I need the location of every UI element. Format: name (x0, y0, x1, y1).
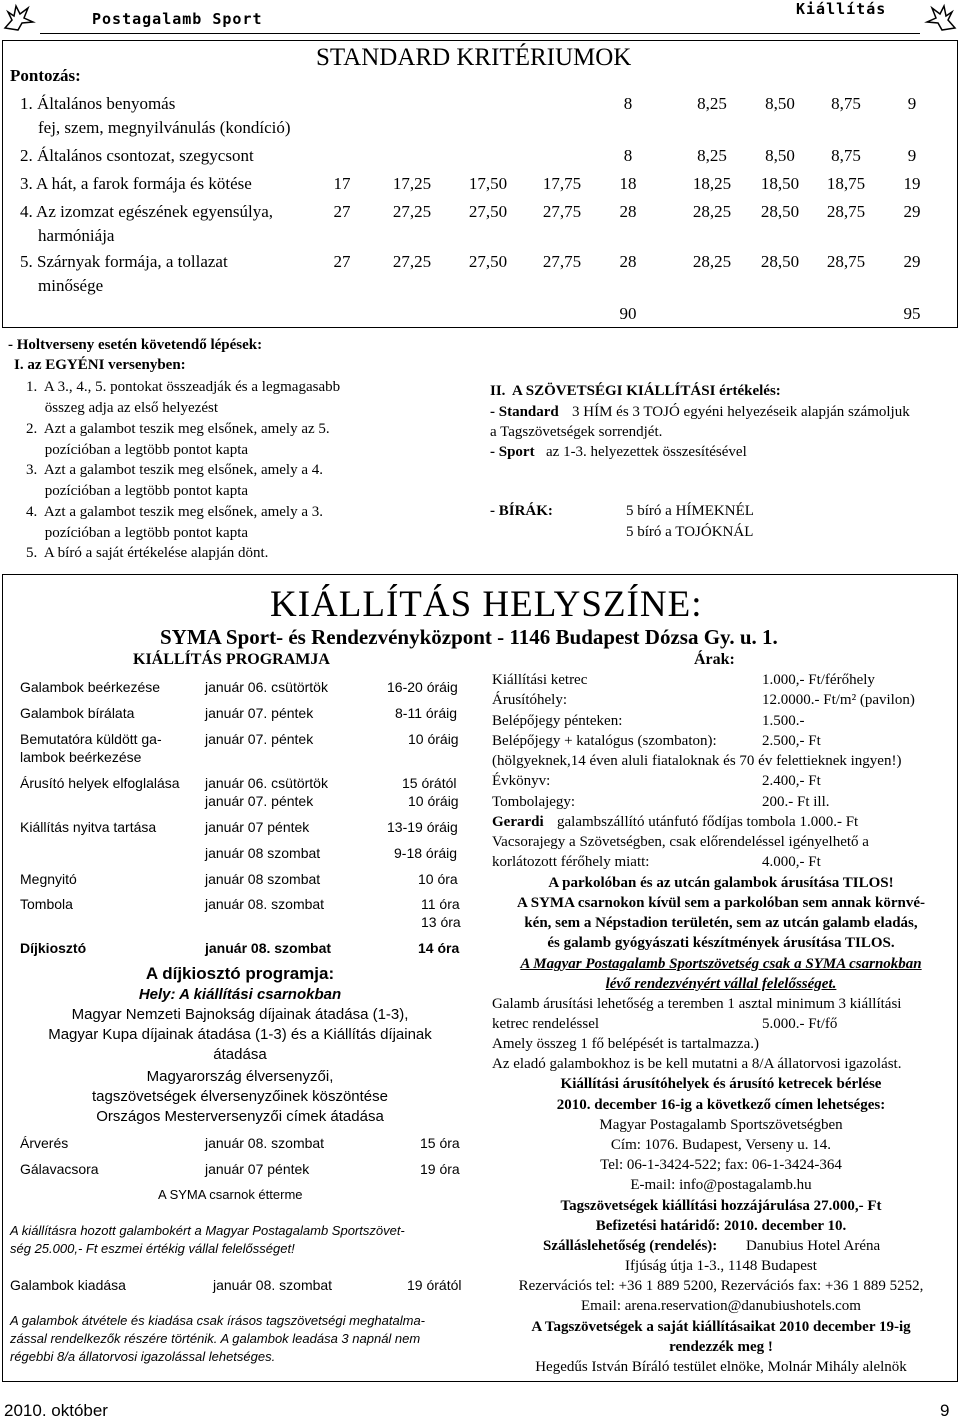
assoc-number: II. (490, 383, 506, 399)
hotel-contact: Rezervációs tel: +36 1 889 5200, Rezervációs fax: +36 1 889 5252, (518, 1278, 924, 1294)
score-value: 17,75 (542, 174, 582, 193)
gerardi-label: Gerardi (492, 814, 544, 830)
score-value: 27,25 (392, 202, 432, 221)
score-value: 8,75 (831, 94, 861, 113)
score-value: 28,75 (826, 252, 866, 271)
gerardi-text: galambszállító utánfutó fődíjas tombola 1.000.- Ft (557, 814, 859, 830)
program-event: Tombola (20, 896, 73, 912)
header-section: Kiállítás (796, 0, 887, 18)
hotel-label: Szálláslehetőség (rendelés): (543, 1238, 718, 1254)
judges-females: 5 bíró a TOJÓKNÁL (626, 524, 754, 540)
liability-note: ség 25.000,- Ft eszmei értékig vállal felelősséget! (10, 1241, 295, 1256)
criterion-1-detail: fej, szem, megnyilvánulás (kondíció) (38, 118, 291, 137)
score-value: 8,25 (697, 94, 727, 113)
venue-address: SYMA Sport- és Rendezvényközpont - 1146 Budapest Dózsa Gy. u. 1. (160, 625, 778, 649)
assoc-standard-text: 3 HÍM és 3 TOJÓ egyéni helyezéseik alapján számoljuk (572, 404, 910, 420)
score-value: 17,50 (468, 174, 508, 193)
score-value: 8 (623, 94, 633, 113)
score-value: 28 (619, 202, 637, 221)
tie-item: 2. Azt a galambot teszik meg elsőnek, amely az 5. (26, 421, 330, 437)
assoc-standard-text-2: a Tagszövetségek sorrendjét. (490, 424, 663, 440)
program-time: 19 órától (407, 1277, 462, 1293)
dinner-ticket: korlátozott férőhely miatt: (492, 854, 650, 870)
program-time: 10 óráig (408, 793, 459, 809)
program-event: Galambok bírálata (20, 705, 135, 721)
program-time: 10 óra (418, 871, 458, 887)
rent-info: 2010. december 16-ig a következő címen lehetséges: (556, 1097, 886, 1113)
tie-item: 1. A 3., 4., 5. pontokat összeadják és a legmagasabb (26, 379, 341, 395)
ceremony-place: Hely: A kiállítási csarnokban (138, 986, 342, 1003)
sale-ban: A SYMA csarnokon kívül sem a parkolóban sem annak körnvé- (517, 895, 925, 911)
program-date: január 06. csütörtök (205, 775, 328, 791)
program-event: Galambok beérkezése (20, 679, 161, 695)
header-rule (40, 33, 920, 34)
score-value: 28,50 (760, 202, 800, 221)
sale-option-price: 5.000.- Ft/fő (762, 1016, 838, 1032)
score-value: 19 (903, 174, 921, 193)
assoc-standard-label: - Standard (490, 404, 559, 420)
ceremony-line: Országos Mesterversenyzői címek átadása (96, 1108, 384, 1125)
score-value: 27,50 (468, 252, 508, 271)
score-value: 18,50 (760, 174, 800, 193)
score-value: 17 (333, 174, 351, 193)
score-value: 8,50 (765, 146, 795, 165)
program-time: 13-19 óráig (387, 819, 458, 835)
score-value: 9 (907, 146, 917, 165)
score-value: 27,25 (392, 252, 432, 271)
score-value: 29 (903, 202, 921, 221)
program-time: 8-11 óráig (395, 705, 458, 721)
program-event: Bemutatóra küldött ga- (20, 731, 162, 747)
tie-item: 3. Azt a galambot teszik meg elsőnek, amely a 4. (26, 462, 323, 478)
price-value: 200.- Ft ill. (762, 794, 830, 810)
dove-icon (2, 2, 36, 32)
judges-label: - BÍRÁK: (490, 503, 553, 519)
tie-item: összeg adja az első helyezést (26, 400, 219, 416)
program-date: január 07. péntek (205, 731, 314, 747)
program-event: Megnyitó (20, 871, 77, 887)
tie-item: pozícióban a legtöbb pontot kapta (26, 483, 249, 499)
handover-note: régebbi 8/a állatorvosi igazolással lehetséges. (10, 1349, 276, 1364)
program-date: január 07 péntek (205, 1161, 310, 1177)
dove-icon (924, 2, 958, 32)
criterion-5: 5. Szárnyak formája, a tollazat (20, 252, 228, 271)
program-date: január 08. szombat (205, 1135, 325, 1151)
score-value: 28 (619, 252, 637, 271)
liability-statement: A Magyar Postagalamb Sportszövetség csak a SYMA csarnokban (520, 956, 922, 972)
score-value: 27,75 (542, 252, 582, 271)
score-value: 18,75 (826, 174, 866, 193)
tie-item: 4. Azt a galambot teszik meg elsőnek, amely a 3. (26, 504, 323, 520)
tie-item: pozícióban a legtöbb pontot kapta (26, 525, 249, 541)
sale-option: Galamb árusítási lehetőség a teremben 1 asztal minimum 3 kiállítási (492, 996, 902, 1012)
assoc-sport-text: az 1-3. helyezettek összesítésével (546, 444, 747, 460)
standard-criteria-title: STANDARD KRITÉRIUMOK (316, 44, 632, 71)
program-time: 9-18 óráig (394, 845, 458, 861)
tie-item: pozícióban a legtöbb pontot kapta (26, 442, 249, 458)
liability-statement: lévő rendezvényért vállal felelősséget. (605, 976, 837, 992)
criterion-3: 3. A hát, a farok formája és kötése (20, 174, 252, 193)
score-value: 27,75 (542, 202, 582, 221)
sale-option: Amely összeg 1 fő belépését is tartalmazza.) (492, 1036, 759, 1052)
program-event: Galambok kiadása (10, 1277, 126, 1293)
sale-ban: kén, sem a Népstadion területén, sem az utcán galamb eladás, (524, 915, 918, 931)
score-total-max: 95 (903, 304, 921, 323)
criterion-5-detail: minősége (38, 276, 104, 295)
program-event: Árverés (20, 1135, 69, 1151)
address-line: E-mail: info@postagalamb.hu (630, 1177, 812, 1193)
program-title: KIÁLLÍTÁS PROGRAMJA (133, 651, 330, 668)
ceremony-line: átadása (213, 1046, 267, 1063)
program-date: január 08. szombat (205, 940, 332, 956)
score-value: 27 (333, 252, 351, 271)
price-value: 2.400,- Ft (762, 773, 821, 789)
price-item: Évkönyv: (492, 773, 551, 789)
signature-line: Hegedűs István Bíráló testület elnöke, Molnár Mihály alelnök (535, 1359, 907, 1375)
liability-note: A kiállításra hozott galambokért a Magyar Postagalamb Sportszövet- (10, 1223, 405, 1238)
handover-note: zással rendelkezők részére történik. A galambok leadása 3 napnál nem (10, 1331, 421, 1346)
criterion-4: 4. Az izomzat egészének egyensúlya, (20, 202, 274, 221)
hotel-address: Ifjúság útja 1-3., 1148 Budapest (625, 1258, 817, 1274)
ceremony-line: Magyar Kupa díjainak átadása (1-3) és a Kiállítás díjainak (48, 1026, 432, 1043)
ceremony-line: tagszövetségek élversenyzőinek köszöntése (91, 1088, 388, 1105)
program-date: január 08. szombat (213, 1277, 333, 1293)
sale-ban: és galamb gyógyászati készítmények árusítása TILOS. (547, 935, 895, 951)
dinner-place: A SYMA csarnok étterme (158, 1187, 303, 1202)
program-time: 11 óra (421, 896, 460, 912)
dinner-ticket: Vacsorajegy a Szövetségben, csak előrendeléssel igényelhető a (492, 834, 869, 850)
price-value: 12.0000.- Ft/m² (pavilon) (762, 692, 915, 708)
sale-option: ketrec rendeléssel (492, 1016, 600, 1032)
rent-info: Kiállítási árusítóhelyek és árusító ketrecek bérlése (560, 1076, 882, 1092)
hotel-name: Danubius Hotel Aréna (746, 1238, 881, 1254)
vet-note: Az eladó galambokhoz is be kell mutatni a 8/A állatorvosi igazolást. (492, 1056, 902, 1072)
program-time: 13 óra (421, 914, 461, 930)
program-date: január 07. péntek (205, 793, 314, 809)
program-date: január 07. péntek (205, 705, 314, 721)
program-event: Kiállítás nyitva tartása (20, 819, 157, 835)
program-time: 19 óra (420, 1161, 460, 1177)
address-line: Tel: 06-1-3424-522; fax: 06-1-3424-364 (600, 1157, 842, 1173)
free-entry-note: (hölgyeknek,14 éven aluli fiataloknak és 70 év felettieknek ingyen!) (492, 753, 902, 769)
price-item: Kiállítási ketrec (492, 672, 588, 688)
score-total-min: 90 (619, 304, 637, 323)
score-value: 27,50 (468, 202, 508, 221)
score-value: 9 (907, 94, 917, 113)
sale-ban: A parkolóban és az utcán galambok árusítása TILOS! (548, 875, 894, 891)
price-item: Tombolajegy: (492, 794, 576, 810)
ceremony-title: A díjkiosztó programja: (145, 964, 335, 983)
price-value: 2.500,- Ft (762, 733, 821, 749)
handover-note: A galambok átvétele és kiadása csak írásos tagszövetségi meghatalma- (10, 1313, 426, 1328)
score-value: 8,50 (765, 94, 795, 113)
program-event: Árusító helyek elfoglalása (20, 775, 180, 791)
price-value: 1.000,- Ft/férőhely (762, 672, 875, 688)
footer-date: 2010. október (4, 1401, 108, 1420)
prices-title: Árak: (694, 651, 735, 668)
price-item: Belépőjegy + katalógus (szombaton): (492, 733, 717, 749)
judges-males: 5 bíró a HÍMEKNÉL (626, 503, 754, 519)
program-event-cont: lambok beérkezése (20, 749, 142, 765)
program-date: január 08 szombat (205, 871, 321, 887)
address-line: Cím: 1076. Budapest, Verseny u. 14. (610, 1137, 832, 1153)
score-value: 28,50 (760, 252, 800, 271)
score-value: 28,75 (826, 202, 866, 221)
program-time: 15 óra (420, 1135, 460, 1151)
program-date: január 08 szombat (205, 845, 321, 861)
score-value: 27 (333, 202, 351, 221)
header-title: Postagalamb Sport (92, 10, 263, 28)
scoring-label: Pontozás: (10, 66, 81, 85)
tie-title: - Holtverseny esetén követendő lépések: (8, 337, 263, 353)
address-line: Magyar Postagalamb Sportszövetségben (599, 1117, 843, 1133)
score-value: 8,25 (697, 146, 727, 165)
program-time: 15 órától (402, 775, 457, 791)
payment-deadline: Befizetési határidő: 2010. december 10. (595, 1218, 847, 1234)
tie-item: 5. A bíró a saját értékelése alapján dönt. (26, 545, 269, 561)
program-event: Gálavacsora (20, 1161, 99, 1177)
dinner-ticket-price: 4.000,- Ft (762, 854, 821, 870)
program-date: január 07 péntek (205, 819, 310, 835)
assoc-title: A SZÖVETSÉGI KIÁLLÍTÁSI értékelés: (512, 383, 781, 399)
local-exhibitions-note: A Tagszövetségek a saját kiállításaikat 2010 december 19-ig (531, 1319, 911, 1335)
score-value: 8,75 (831, 146, 861, 165)
score-value: 28,25 (692, 252, 732, 271)
program-time: 16-20 óráig (387, 679, 458, 695)
contribution-fee: Tagszövetségek kiállítási hozzájárulása 27.000,- Ft (560, 1198, 882, 1214)
score-value: 17,25 (392, 174, 432, 193)
criterion-2: 2. Általános csontozat, szegycsont (20, 146, 254, 165)
hotel-email: Email: arena.reservation@danubiushotels.com (581, 1298, 861, 1314)
price-item: Árusítóhely: (492, 692, 567, 708)
criterion-4-detail: harmóniája (38, 226, 115, 245)
venue-title: KIÁLLÍTÁS HELYSZÍNE: (270, 584, 703, 625)
price-value: 1.500.- (762, 713, 805, 729)
price-item: Belépőjegy pénteken: (492, 713, 623, 729)
local-exhibitions-note: rendezzék meg ! (669, 1339, 773, 1355)
score-value: 29 (903, 252, 921, 271)
score-value: 8 (623, 146, 633, 165)
criterion-1: 1. Általános benyomás (20, 94, 176, 113)
program-date: január 06. csütörtök (205, 679, 328, 695)
page-number: 9 (940, 1401, 950, 1420)
program-time: 14 óra (418, 940, 460, 956)
ceremony-line: Magyarország élversenyzői, (146, 1068, 334, 1085)
assoc-sport-label: - Sport (490, 444, 535, 460)
program-time: 10 óráig (408, 731, 459, 747)
score-value: 28,25 (692, 202, 732, 221)
program-date: január 08. szombat (205, 896, 325, 912)
score-value: 18 (619, 174, 637, 193)
program-event: Díjkiosztó (20, 940, 87, 956)
ceremony-line: Magyar Nemzeti Bajnokság díjainak átadása (1-3), (71, 1006, 409, 1023)
tie-subtitle: I. az EGYÉNI versenyben: (14, 357, 186, 373)
score-value: 18,25 (692, 174, 732, 193)
